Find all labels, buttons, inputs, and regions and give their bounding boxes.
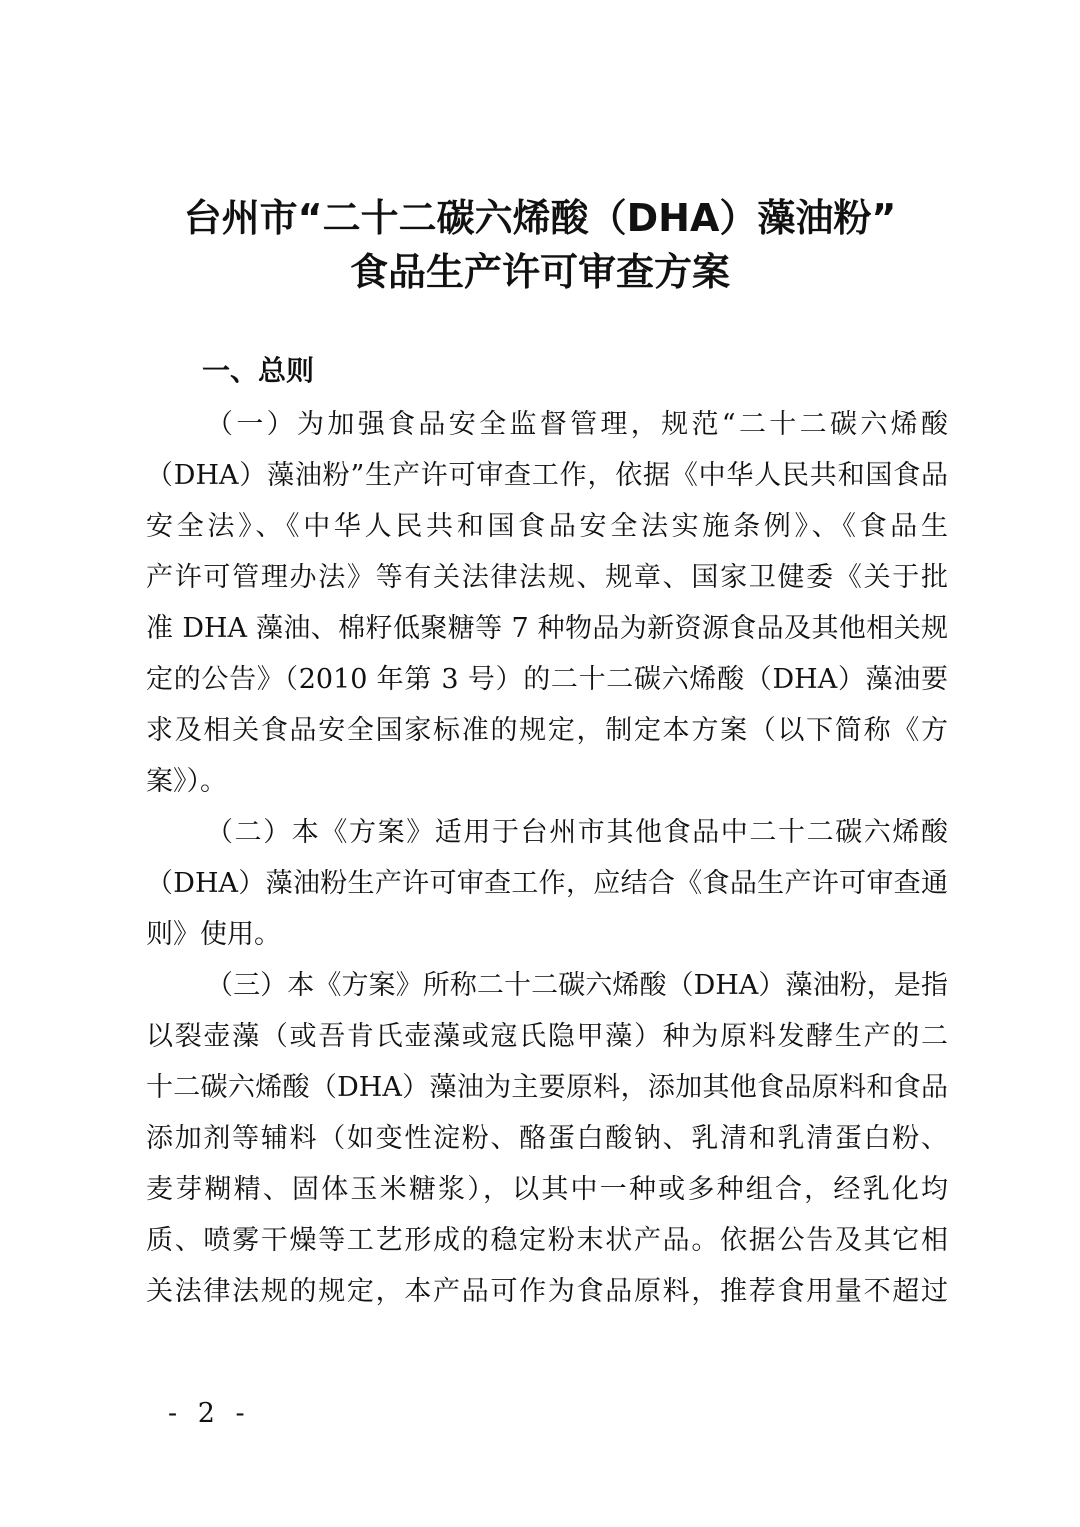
paragraph-1-line: 准 DHA 藻油、棉籽低聚糖等 7 种物品为新资源食品及其他相关规 <box>146 613 948 644</box>
paragraph-1-line: 定的公告》（2010 年第 3 号）的二十二碳六烯酸（DHA）藻油要 <box>146 664 948 695</box>
section-heading: 一、总则 <box>202 354 315 387</box>
paragraph-2-line: （二）本《方案》适用于台州市其他食品中二十二碳六烯酸 <box>206 817 948 848</box>
paragraph-1-line: 产许可管理办法》等有关法律法规、规章、国家卫健委《关于批 <box>146 562 948 593</box>
paragraph-3-line: （三）本《方案》所称二十二碳六烯酸（DHA）藻油粉，是指 <box>206 970 948 1001</box>
document-title-line-1: 台州市“二十二碳六烯酸（DHA）藻油粉” <box>183 196 897 240</box>
paragraph-3-line: 添加剂等辅料（如变性淀粉、酪蛋白酸钠、乳清和乳清蛋白粉、 <box>146 1123 948 1154</box>
paragraph-3-line: 关法律法规的规定，本产品可作为食品原料，推荐食用量不超过 <box>146 1276 948 1307</box>
paragraph-1-line: 案》）。 <box>146 766 227 797</box>
document-title-line-2: 食品生产许可审查方案 <box>349 250 730 294</box>
paragraph-1-line: 求及相关食品安全国家标准的规定，制定本方案（以下简称《方 <box>146 715 948 746</box>
paragraph-1-line: 安全法》、《中华人民共和国食品安全法实施条例》、《食品生 <box>146 511 948 542</box>
paragraph-3-line: 十二碳六烯酸（DHA）藻油为主要原料，添加其他食品原料和食品 <box>146 1072 948 1103</box>
paragraph-3-line: 麦芽糊精、固体玉米糖浆），以其中一种或多种组合，经乳化均 <box>146 1174 948 1205</box>
paragraph-3-line: 质、喷雾干燥等工艺形成的稳定粉末状产品。依据公告及其它相 <box>146 1225 948 1256</box>
paragraph-1-line: （一）为加强食品安全监督管理，规范“二十二碳六烯酸 <box>206 409 948 440</box>
paragraph-2-line: 则》使用。 <box>146 919 281 950</box>
paragraph-3-line: 以裂壶藻（或吾肯氏壶藻或寇氏隐甲藻）种为原料发酵生产的二 <box>146 1021 948 1052</box>
paragraph-1-line: （DHA）藻油粉”生产许可审查工作，依据《中华人民共和国食品 <box>146 460 948 491</box>
paragraph-2-line: （DHA）藻油粉生产许可审查工作，应结合《食品生产许可审查通 <box>146 868 948 899</box>
page-number: - 2 - <box>168 1398 251 1429</box>
